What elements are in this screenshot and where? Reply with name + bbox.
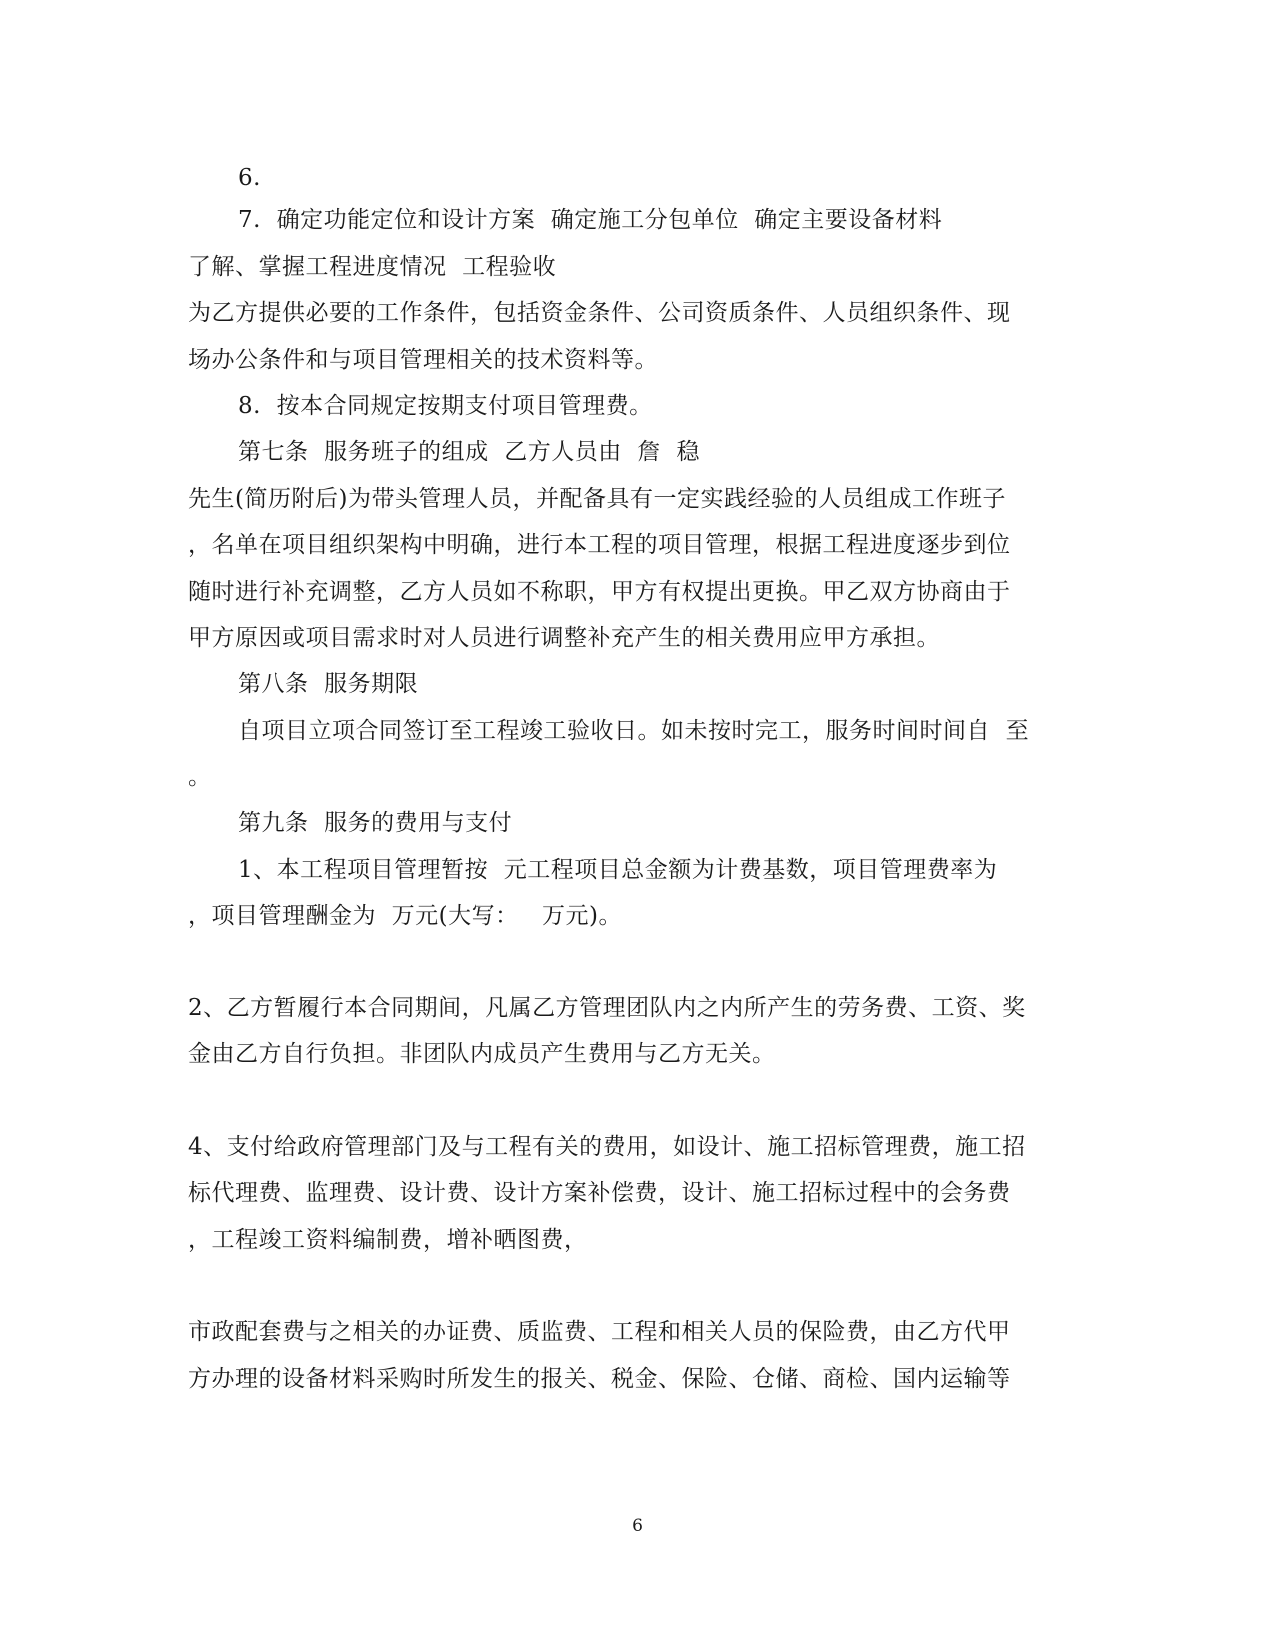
- text-line: 了解、掌握工程进度情况 工程验收: [188, 254, 557, 280]
- text-line: 第七条 服务班子的组成 乙方人员由 詹 稳: [238, 439, 700, 465]
- page-number: 6: [632, 1516, 643, 1536]
- text-line: 市政配套费与之相关的办证费、质监费、工程和相关人员的保险费，由乙方代甲: [188, 1319, 1011, 1345]
- text-line: 4、支付给政府管理部门及与工程有关的费用，如设计、施工招标管理费，施工招: [188, 1134, 1026, 1160]
- text-line: 先生(简历附后)为带头管理人员，并配备具有一定实践经验的人员组成工作班子: [188, 486, 1006, 512]
- text-line: 方办理的设备材料采购时所发生的报关、税金、保险、仓储、商检、国内运输等: [188, 1366, 1011, 1392]
- section-heading: 第八条 服务期限: [238, 671, 419, 697]
- text-line: 为乙方提供必要的工作条件，包括资金条件、公司资质条件、人员组织条件、现: [188, 300, 1011, 326]
- text-line: 自项目立项合同签订至工程竣工验收日。如未按时完工，服务时间时间自 至: [238, 718, 1030, 744]
- text-line: 7. 确定功能定位和设计方案 确定施工分包单位 确定主要设备材料: [238, 207, 943, 233]
- text-line: 金由乙方自行负担。非团队内成员产生费用与乙方无关。: [188, 1041, 776, 1067]
- text-line: 2、乙方暂履行本合同期间，凡属乙方管理团队内之内所产生的劳务费、工资、奖: [188, 995, 1026, 1021]
- text-line: ，项目管理酬金为 万元(大写： 万元)。: [188, 903, 623, 929]
- text-line: 6.: [238, 165, 261, 191]
- text-line: 随时进行补充调整，乙方人员如不称职，甲方有权提出更换。甲乙双方协商由于: [188, 579, 1011, 605]
- text-line: 标代理费、监理费、设计费、设计方案补偿费，设计、施工招标过程中的会务费: [188, 1180, 1011, 1206]
- text-line: 1、本工程项目管理暂按 元工程项目总金额为计费基数，项目管理费率为: [238, 857, 998, 883]
- text-line: 。: [188, 764, 212, 790]
- text-line: 场办公条件和与项目管理相关的技术资料等。: [188, 347, 658, 373]
- text-line: ，工程竣工资料编制费，增补晒图费，: [188, 1227, 588, 1253]
- text-line: 8. 按本合同规定按期支付项目管理费。: [238, 393, 653, 419]
- text-line: ，名单在项目组织架构中明确，进行本工程的项目管理，根据工程进度逐步到位: [188, 532, 1011, 558]
- section-heading: 第九条 服务的费用与支付: [238, 810, 513, 836]
- text-line: 甲方原因或项目需求时对人员进行调整补充产生的相关费用应甲方承担。: [188, 625, 940, 651]
